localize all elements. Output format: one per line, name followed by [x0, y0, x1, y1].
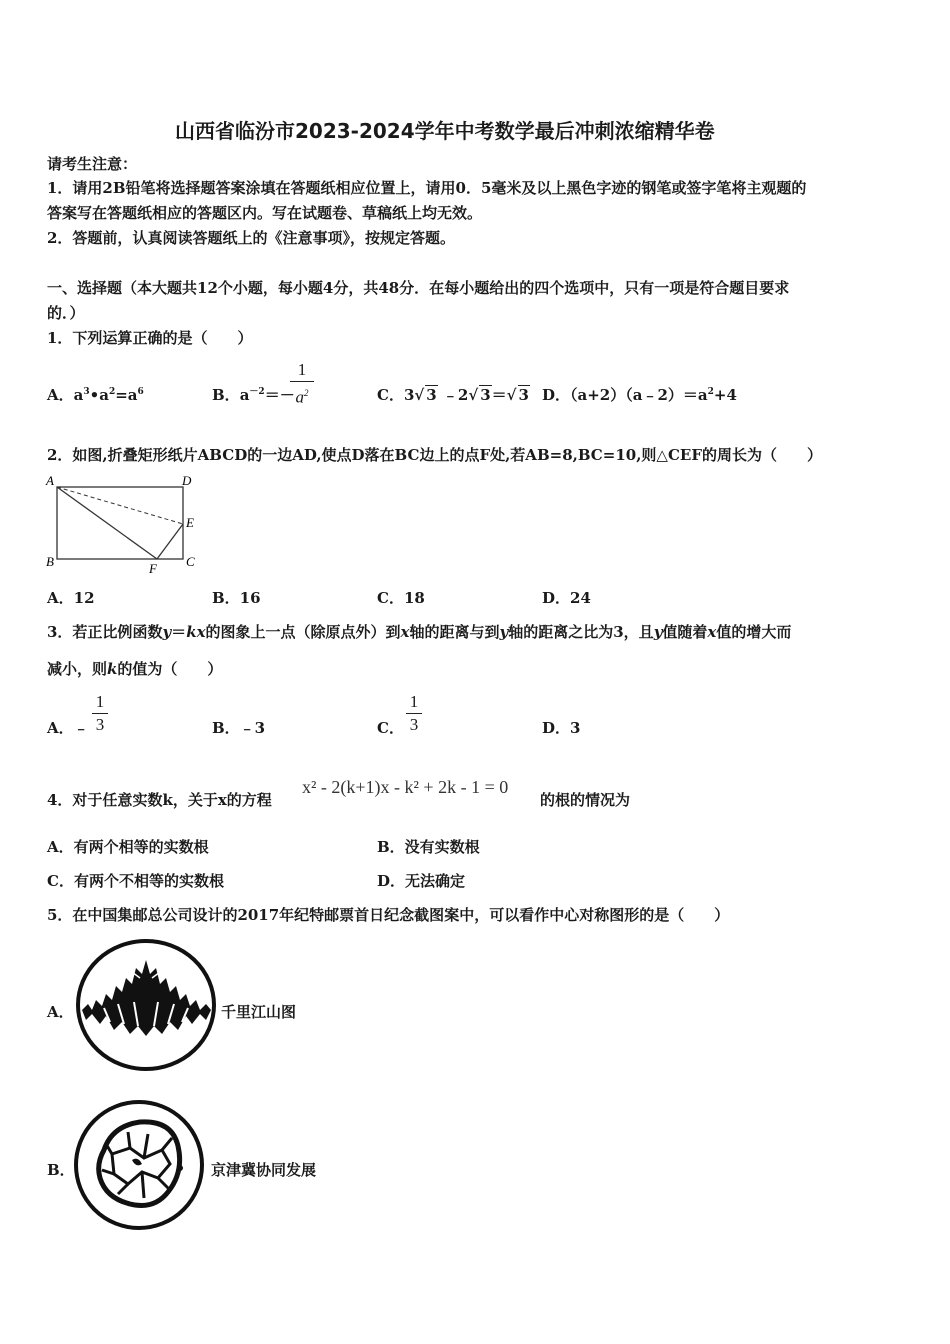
q4-option-d: D．无法确定 [377, 872, 466, 890]
notes-line-1b: 答案写在答题纸相应的答题区内。写在试题卷、草稿纸上均无效。 [47, 204, 483, 222]
q5-option-a-caption: 千里江山图 [221, 1003, 297, 1021]
q1-option-d: D．$(a+2)(a﹣2)=a^2+4$ [542, 386, 737, 404]
q1-c-label: C． [377, 386, 404, 404]
q2-stem: 2．如图,折叠矩形纸片ABCD的一边AD,使点D落在BC边上的点F处,若AB=8,BC=10,则△CEF的周长为（ ） [47, 446, 822, 464]
fig-label-f: F [149, 561, 157, 576]
q2-option-b: B．16 [212, 589, 261, 607]
q3-option-d: D．3 [542, 719, 581, 737]
q3-stem-line-b: 减小，则k的值为（ ） [47, 660, 223, 678]
q3-option-b: B．﹣3 [212, 719, 266, 737]
fig-label-d: D [182, 473, 192, 488]
q4-option-a: A．有两个相等的实数根 [47, 838, 209, 856]
q4-equation: x² - 2(k+1)x - k² + 2k - 1 = 0 [302, 777, 509, 797]
q5-option-b-caption: 京津冀协同发展 [211, 1161, 317, 1179]
q1-d-text: （a+2）（a﹣2）＝a [570, 386, 708, 404]
q1-a-label: A． [47, 386, 74, 404]
q2-figure [44, 472, 204, 577]
q1-d-label: D． [542, 386, 571, 404]
rectangle-abcd [57, 487, 183, 559]
q5-stem: 5．在中国集邮总公司设计的2017年纪特邮票首日纪念截图案中，可以看作中心对称图形的是（ ） [47, 906, 730, 924]
segment-fe [157, 524, 183, 559]
q1-b-exp: －2 [249, 387, 265, 397]
q3-c-fraction: 1 3 [406, 692, 422, 735]
q1-c-coef: 3 [403, 386, 415, 404]
q3-stem-line-a: 3．若正比例函数y＝kx的图象上一点（除原点外）到x轴的距离与到y轴的距离之比为3，且y值随着x值的增大而 [47, 623, 792, 641]
section-heading-a: 一、选择题（本大题共12个小题，每小题4分，共48分．在每小题给出的四个选项中，只有一项是符合题目要求 [47, 279, 790, 297]
q1-b-fraction [290, 360, 314, 408]
q4-stem-suffix: 的根的情况为 [540, 791, 631, 809]
q5-stamp-b-image [72, 1098, 207, 1233]
fold-line-ae [57, 487, 183, 524]
q1-option-b [212, 384, 295, 405]
q4-stem-prefix: 4．对于任意实数k，关于x的方程 [47, 791, 272, 809]
q1-b-den-wrap [290, 383, 314, 408]
q1-c-minus: ﹣2 [442, 386, 469, 404]
q4-option-b: B．没有实数根 [377, 838, 480, 856]
q1-b-base: a [239, 386, 250, 404]
q1-c-eq: ＝ [491, 386, 507, 404]
notes-line-1a: 1．请用2B铅笔将选择题答案涂填在答题纸相应位置上，请用0．5毫米及以上黑色字迹的钢笔或签字笔将主观题的 [47, 179, 807, 197]
segment-af [57, 487, 157, 559]
q1-c-sqrt1: √ 3 [414, 386, 437, 404]
q1-b-num: 1 [297, 360, 307, 379]
q3-a-fraction: 1 3 [92, 692, 108, 735]
q1-b-eq: ＝－ [264, 386, 295, 404]
q5-stamp-a-image [74, 938, 219, 1073]
fig-label-b: B [46, 554, 54, 569]
q1-option-c [377, 384, 530, 405]
q5-option-a-label: A． [47, 1003, 74, 1021]
q2-option-a: A．12 [47, 589, 95, 607]
q1-c-sqrt3: √ 3 [506, 386, 529, 404]
q2-option-c: C．18 [377, 589, 425, 607]
fig-label-a: A [46, 473, 54, 488]
q4-option-c: C．有两个不相等的实数根 [47, 872, 224, 890]
fig-label-c: C [186, 554, 195, 569]
q2-option-d: D．24 [542, 589, 591, 607]
section-heading-b: 的．） [47, 304, 85, 322]
q1-b-den-exp: 2 [304, 388, 309, 398]
q5-option-b-label: B． [47, 1161, 75, 1179]
q3-option-c: C． [377, 719, 404, 737]
q1-option-a: A．$a^3•a^2=a^6$ [47, 386, 144, 404]
q3-option-a: A．﹣ [47, 719, 89, 737]
q1-stem: 1．下列运算正确的是（ ） [47, 329, 253, 347]
page-title: 山西省临汾市2023-2024学年中考数学最后冲刺浓缩精华卷 [175, 119, 715, 143]
fig-label-e: E [186, 515, 194, 530]
q1-c-sqrt2: √ 3 [468, 386, 491, 404]
q1-b-den: a [295, 387, 304, 407]
q1-b-label: B． [212, 386, 240, 404]
notes-heading: 请考生注意： [47, 155, 138, 173]
q1-d-tail: +4 [713, 386, 737, 404]
notes-line-2: 2．答题前，认真阅读答题纸上的《注意事项》，按规定答题。 [47, 229, 455, 247]
